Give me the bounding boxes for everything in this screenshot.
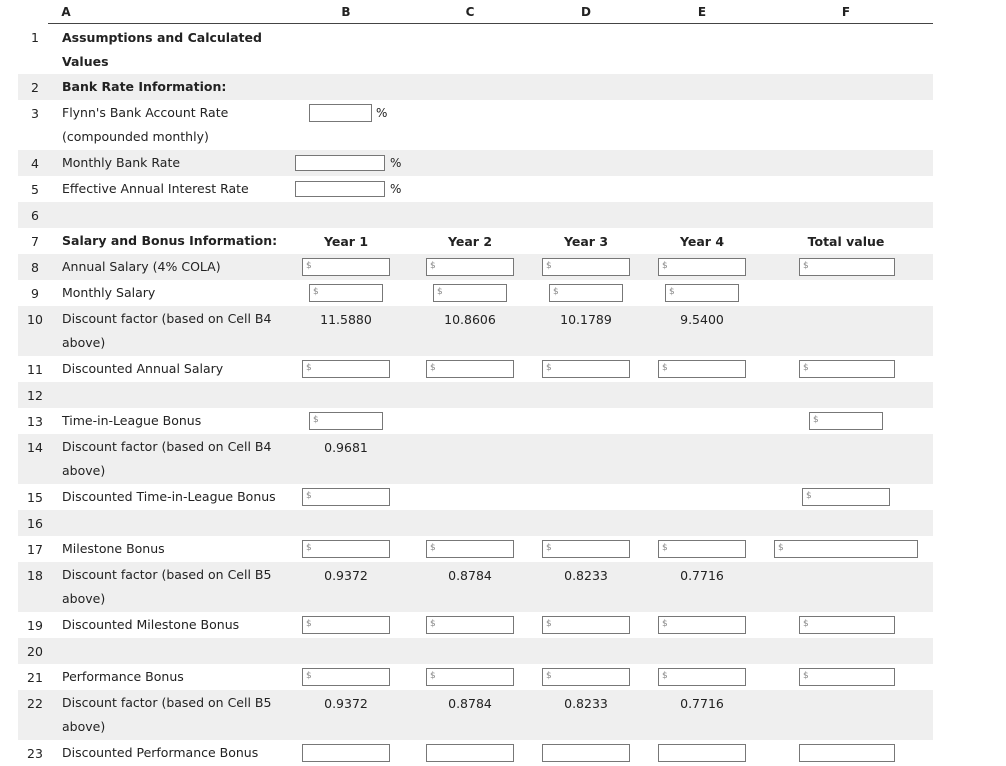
percent-sign: % bbox=[376, 106, 388, 120]
row-number: 13 bbox=[27, 414, 43, 429]
row-number: 14 bbox=[27, 440, 43, 455]
row-number: 15 bbox=[27, 490, 43, 505]
performance-discount-factor-label: Discount factor (based on Cell B5 above) bbox=[62, 695, 272, 734]
milestone-bonus-year2-input[interactable]: $ bbox=[426, 540, 514, 558]
row-number: 18 bbox=[27, 568, 43, 583]
milestone-discount-factor-year3: 0.8233 bbox=[564, 568, 608, 583]
milestone-bonus-year1-input[interactable]: $ bbox=[302, 540, 390, 558]
salary-discount-factor-year2: 10.8606 bbox=[444, 312, 496, 327]
row-5 bbox=[18, 176, 933, 202]
discounted-performance-year2-input[interactable] bbox=[426, 744, 514, 762]
bank-rate-heading: Bank Rate Information: bbox=[62, 79, 227, 94]
milestone-discount-factor-year2: 0.8784 bbox=[448, 568, 492, 583]
discounted-performance-bonus-label: Discounted Performance Bonus bbox=[62, 745, 259, 760]
salary-discount-factor-year4: 9.5400 bbox=[680, 312, 724, 327]
discounted-til-bonus-label: Discounted Time-in-League Bonus bbox=[62, 489, 276, 504]
row-14 bbox=[18, 434, 933, 484]
year-3-header: Year 3 bbox=[563, 234, 609, 249]
annual-salary-year3-input[interactable]: $ bbox=[542, 258, 630, 276]
discounted-milestone-year2-input[interactable]: $ bbox=[426, 616, 514, 634]
column-d-header: D bbox=[581, 5, 591, 19]
column-c-header: C bbox=[465, 5, 475, 19]
monthly-bank-rate-label: Monthly Bank Rate bbox=[62, 155, 181, 170]
performance-bonus-year2-input[interactable]: $ bbox=[426, 668, 514, 686]
monthly-salary-year1-input[interactable]: $ bbox=[309, 284, 383, 302]
row-number: 5 bbox=[31, 182, 39, 197]
row-23 bbox=[18, 740, 933, 766]
row-1 bbox=[18, 26, 933, 74]
salary-discount-factor-year1: 11.5880 bbox=[320, 312, 372, 327]
row-number: 11 bbox=[27, 362, 43, 377]
row-13 bbox=[18, 408, 933, 434]
total-value-header: Total value bbox=[807, 234, 885, 249]
row-19 bbox=[18, 612, 933, 638]
row-10 bbox=[18, 306, 933, 356]
row-11 bbox=[18, 356, 933, 382]
row-number: 7 bbox=[31, 234, 39, 249]
row-number: 3 bbox=[31, 106, 39, 121]
performance-discount-factor-year2: 0.8784 bbox=[448, 696, 492, 711]
milestone-bonus-total-input[interactable]: $ bbox=[774, 540, 918, 558]
discounted-performance-year4-input[interactable] bbox=[658, 744, 746, 762]
discounted-salary-year1-input[interactable]: $ bbox=[302, 360, 390, 378]
row-2 bbox=[18, 74, 933, 100]
row-number: 9 bbox=[31, 286, 39, 301]
time-in-league-bonus-label: Time-in-League Bonus bbox=[62, 413, 202, 428]
discounted-milestone-year1-input[interactable]: $ bbox=[302, 616, 390, 634]
bank-account-rate-label: Flynn's Bank Account Rate (compounded monthly) bbox=[62, 105, 229, 144]
row-21 bbox=[18, 664, 933, 690]
row-number: 20 bbox=[27, 644, 43, 659]
column-e-header: E bbox=[697, 5, 707, 19]
salary-discount-factor-label: Discount factor (based on Cell B4 above) bbox=[62, 311, 272, 350]
column-f-header: F bbox=[841, 5, 851, 19]
til-discount-factor-year1: 0.9681 bbox=[324, 440, 368, 455]
row-3 bbox=[18, 100, 933, 150]
monthly-salary-year3-input[interactable]: $ bbox=[549, 284, 623, 302]
performance-discount-factor-year1: 0.9372 bbox=[324, 696, 368, 711]
performance-bonus-year3-input[interactable]: $ bbox=[542, 668, 630, 686]
monthly-salary-year2-input[interactable]: $ bbox=[433, 284, 507, 302]
discounted-milestone-year4-input[interactable]: $ bbox=[658, 616, 746, 634]
row-22 bbox=[18, 690, 933, 740]
row-number: 17 bbox=[27, 542, 43, 557]
section-title: Assumptions and Calculated Values bbox=[62, 30, 262, 69]
percent-sign: % bbox=[390, 182, 402, 196]
row-15 bbox=[18, 484, 933, 510]
discounted-til-bonus-total-input[interactable]: $ bbox=[802, 488, 890, 506]
row-number: 21 bbox=[27, 670, 43, 685]
year-1-header: Year 1 bbox=[323, 234, 369, 249]
row-18 bbox=[18, 562, 933, 612]
time-in-league-bonus-year1-input[interactable]: $ bbox=[309, 412, 383, 430]
salary-bonus-heading: Salary and Bonus Information: bbox=[62, 233, 278, 248]
discounted-performance-total-input[interactable] bbox=[799, 744, 895, 762]
year-4-header: Year 4 bbox=[679, 234, 725, 249]
milestone-bonus-year4-input[interactable]: $ bbox=[658, 540, 746, 558]
row-number: 16 bbox=[27, 516, 43, 531]
header-divider bbox=[48, 23, 933, 24]
discounted-salary-year2-input[interactable]: $ bbox=[426, 360, 514, 378]
row-20 bbox=[18, 638, 933, 664]
annual-salary-year1-input[interactable]: $ bbox=[302, 258, 390, 276]
milestone-discount-factor-year1: 0.9372 bbox=[324, 568, 368, 583]
performance-discount-factor-year4: 0.7716 bbox=[680, 696, 724, 711]
effective-annual-rate-label: Effective Annual Interest Rate bbox=[62, 181, 249, 196]
row-number: 22 bbox=[27, 696, 43, 711]
row-number: 6 bbox=[31, 208, 39, 223]
time-in-league-bonus-total-input[interactable]: $ bbox=[809, 412, 883, 430]
row-number: 12 bbox=[27, 388, 43, 403]
column-header bbox=[0, 0, 1006, 24]
year-2-header: Year 2 bbox=[447, 234, 493, 249]
discounted-til-bonus-year1-input[interactable]: $ bbox=[302, 488, 390, 506]
milestone-discount-factor-label: Discount factor (based on Cell B5 above) bbox=[62, 567, 272, 606]
row-7 bbox=[18, 228, 933, 254]
performance-bonus-year1-input[interactable]: $ bbox=[302, 668, 390, 686]
discounted-salary-year4-input[interactable]: $ bbox=[658, 360, 746, 378]
row-16 bbox=[18, 510, 933, 536]
row-number: 10 bbox=[27, 312, 43, 327]
milestone-bonus-label: Milestone Bonus bbox=[62, 541, 165, 556]
performance-discount-factor-year3: 0.8233 bbox=[564, 696, 608, 711]
performance-bonus-total-input[interactable]: $ bbox=[799, 668, 895, 686]
annual-salary-year4-input[interactable]: $ bbox=[658, 258, 746, 276]
row-8 bbox=[18, 254, 933, 280]
monthly-salary-year4-input[interactable]: $ bbox=[665, 284, 739, 302]
performance-bonus-label: Performance Bonus bbox=[62, 669, 184, 684]
row-number: 8 bbox=[31, 260, 39, 275]
row-6 bbox=[18, 202, 933, 228]
salary-discount-factor-year3: 10.1789 bbox=[560, 312, 612, 327]
annual-salary-label: Annual Salary (4% COLA) bbox=[62, 259, 221, 274]
annual-salary-total-input[interactable]: $ bbox=[799, 258, 895, 276]
discounted-annual-salary-label: Discounted Annual Salary bbox=[62, 361, 224, 376]
row-17 bbox=[18, 536, 933, 562]
performance-bonus-year4-input[interactable]: $ bbox=[658, 668, 746, 686]
column-a-header: A bbox=[61, 5, 71, 19]
row-12 bbox=[18, 382, 933, 408]
row-number: 23 bbox=[27, 746, 43, 761]
discounted-salary-year3-input[interactable]: $ bbox=[542, 360, 630, 378]
annual-salary-year2-input[interactable]: $ bbox=[426, 258, 514, 276]
row-number: 4 bbox=[31, 156, 39, 171]
monthly-bank-rate-input[interactable] bbox=[295, 155, 385, 171]
discounted-salary-total-input[interactable]: $ bbox=[799, 360, 895, 378]
milestone-discount-factor-year4: 0.7716 bbox=[680, 568, 724, 583]
percent-sign: % bbox=[390, 156, 402, 170]
bank-account-rate-input[interactable] bbox=[309, 104, 372, 122]
row-9 bbox=[18, 280, 933, 306]
discounted-milestone-bonus-label: Discounted Milestone Bonus bbox=[62, 617, 240, 632]
discounted-performance-year1-input[interactable] bbox=[302, 744, 390, 762]
discounted-performance-year3-input[interactable] bbox=[542, 744, 630, 762]
milestone-bonus-year3-input[interactable]: $ bbox=[542, 540, 630, 558]
discounted-milestone-total-input[interactable]: $ bbox=[799, 616, 895, 634]
til-discount-factor-label: Discount factor (based on Cell B4 above) bbox=[62, 439, 272, 478]
row-number: 19 bbox=[27, 618, 43, 633]
column-b-header: B bbox=[341, 5, 351, 19]
effective-annual-rate-input[interactable] bbox=[295, 181, 385, 197]
discounted-milestone-year3-input[interactable]: $ bbox=[542, 616, 630, 634]
row-4 bbox=[18, 150, 933, 176]
monthly-salary-label: Monthly Salary bbox=[62, 285, 156, 300]
row-number: 2 bbox=[31, 80, 39, 95]
row-number: 1 bbox=[31, 30, 39, 45]
